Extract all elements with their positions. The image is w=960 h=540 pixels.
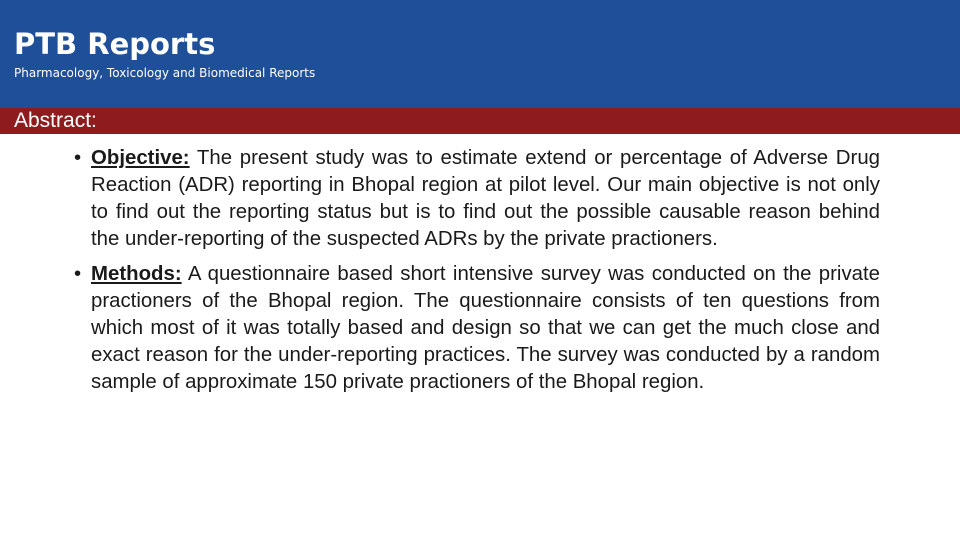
abstract-content <box>72 145 880 404</box>
bullet-text-objective: The present study was to estimate extend or percentage of Adverse Drug Reaction (ADR) reporting in Bhopal region at pilot level. Our main objective is not only to find out the reporting status but is to find out the possible causable reason behind the under-reporting of the suspected ADRs by the private practioners. <box>91 147 880 250</box>
bullet-label-objective: Objective: <box>91 147 190 169</box>
section-bar <box>0 108 960 134</box>
journal-header <box>0 0 960 108</box>
journal-title: PTB Reports <box>14 27 216 61</box>
journal-subtitle: Pharmacology, Toxicology and Biomedical Reports <box>14 66 316 80</box>
bullet-icon: • <box>74 263 82 285</box>
bullet-label-methods: Methods: <box>91 263 182 285</box>
bullet-text-methods: A questionnaire based short intensive survey was conducted on the private practioners of the Bhopal region. The questionnaire consists of ten questions from which most of it was totally based and design so that we can get the much close and exact reason for the under-reporting practices. The survey was conducted by a random sample of approximate 150 private practioners of the Bhopal region. <box>91 263 880 393</box>
bullet-icon: • <box>74 147 82 169</box>
bullet-methods <box>72 261 880 396</box>
bullet-objective <box>72 145 880 253</box>
section-title: Abstract: <box>14 109 97 132</box>
